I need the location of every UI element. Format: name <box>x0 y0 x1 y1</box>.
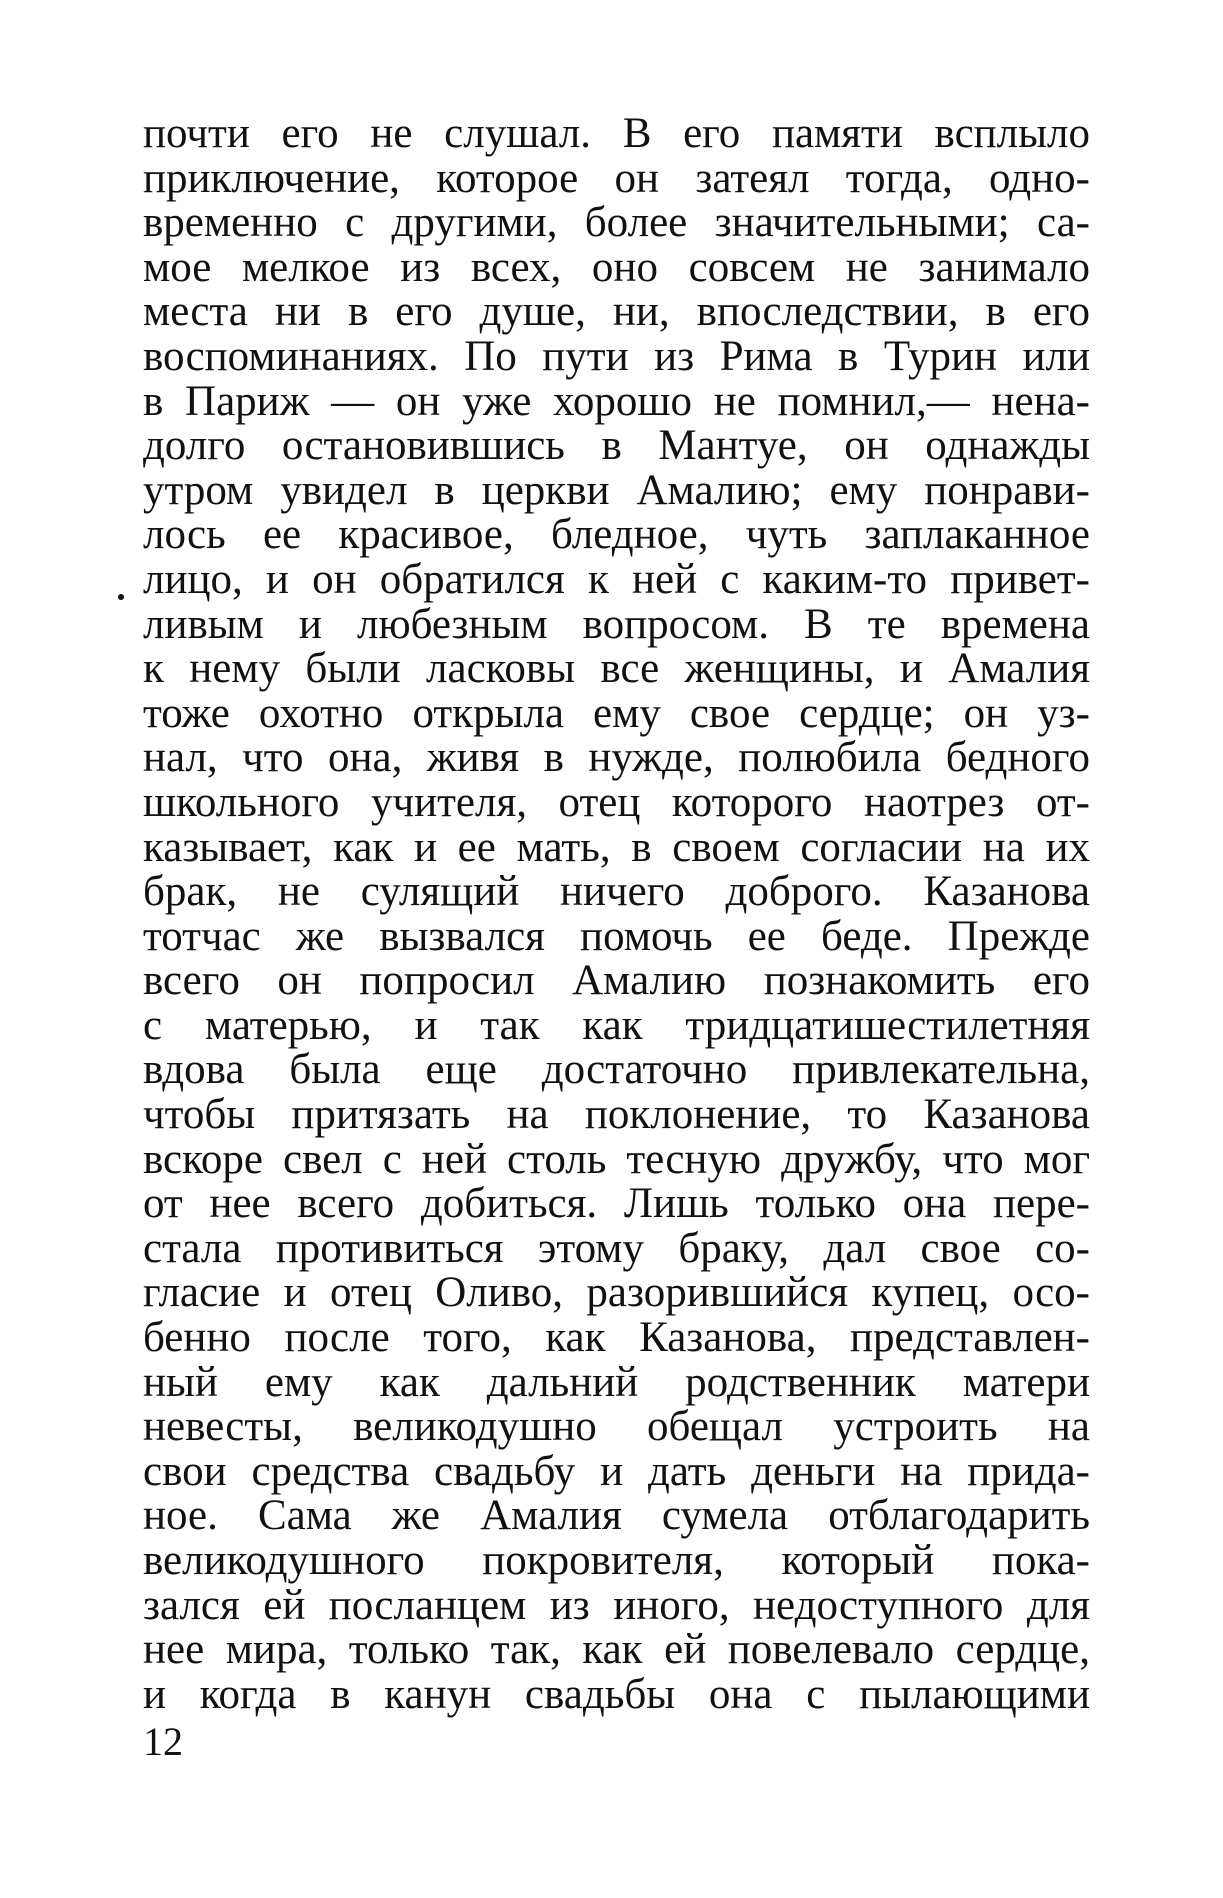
text-line: с матерью, и так как тридцатишестилетняя <box>143 1001 1090 1049</box>
text-line: ный ему как дальний родственник матери <box>143 1358 1090 1406</box>
text-line: лицо, и он обратился к ней с каким-то привет- <box>143 555 1090 603</box>
text-line: ливым и любезным вопросом. В те времена <box>143 600 1090 648</box>
text-line: великодушного покровителя, который пока- <box>143 1537 1090 1584</box>
text-line: всего он попросил Амалию познакомить его <box>143 957 1090 1005</box>
text-line: нее мира, только так, как ей повелевало сердце, <box>143 1626 1090 1674</box>
text-line: тоже охотно открыла ему свое сердце; он уз- <box>143 689 1090 737</box>
text-line: воспоминаниях. По пути из Рима в Турин или <box>143 332 1090 380</box>
text-line: к нему были ласковы все женщины, и Амалия <box>143 645 1090 693</box>
text-line: свои средства свадьбу и дать деньги на прида- <box>143 1447 1090 1495</box>
text-line: брак, не сулящий ничего доброго. Казанова <box>143 868 1090 916</box>
text-line: долго остановившись в Мантуе, он однажды <box>143 422 1090 470</box>
text-line: места ни в его душе, ни, впоследствии, в его <box>143 288 1090 336</box>
text-line: невесты, великодушно обещал устроить на <box>143 1403 1090 1451</box>
text-line: зался ей посланцем из иного, недоступного для <box>143 1581 1090 1629</box>
text-line: временно с другими, более значительными; са- <box>143 199 1090 247</box>
text-line: мое мелкое из всех, оно совсем не занимало <box>143 243 1090 291</box>
page-number: 12 <box>143 1719 183 1764</box>
body-text <box>143 112 1090 1717</box>
text-line: почти его не слушал. В его памяти всплыло <box>143 110 1090 157</box>
text-line: тотчас же вызвался помочь ее беде. Прежде <box>143 912 1090 960</box>
text-line: и когда в канун свадьбы она с пылающими <box>143 1670 1090 1718</box>
text-line: чтобы притязать на поклонение, то Казанова <box>143 1091 1090 1139</box>
text-line: вскоре свел с ней столь тесную дружбу, что мог <box>143 1135 1090 1183</box>
text-line: школьного учителя, отец которого наотрез от- <box>143 778 1090 826</box>
text-line: казывает, как и ее мать, в своем согласии на их <box>143 823 1090 871</box>
text-line: гласие и отец Оливо, разорившийся купец, осо- <box>143 1269 1090 1317</box>
text-line: стала противиться этому браку, дал свое со- <box>143 1224 1090 1272</box>
text-line: приключение, которое он затеял тогда, одно- <box>143 154 1090 202</box>
text-line: бенно после того, как Казанова, представлен- <box>143 1314 1090 1362</box>
text-line: ное. Сама же Амалия сумела отблагодарить <box>143 1492 1090 1540</box>
text-line: лось ее красивое, бледное, чуть заплаканное <box>143 511 1090 559</box>
text-line: нал, что она, живя в нужде, полюбила бедного <box>143 734 1090 782</box>
text-line: от нее всего добиться. Лишь только она пере- <box>143 1180 1090 1228</box>
text-line: в Париж — он уже хорошо не помнил,— нена- <box>143 377 1090 425</box>
text-line: утром увидел в церкви Амалию; ему понрави- <box>143 466 1090 514</box>
text-line: вдова была еще достаточно привлекательна, <box>143 1046 1090 1094</box>
ink-speck <box>118 594 124 600</box>
